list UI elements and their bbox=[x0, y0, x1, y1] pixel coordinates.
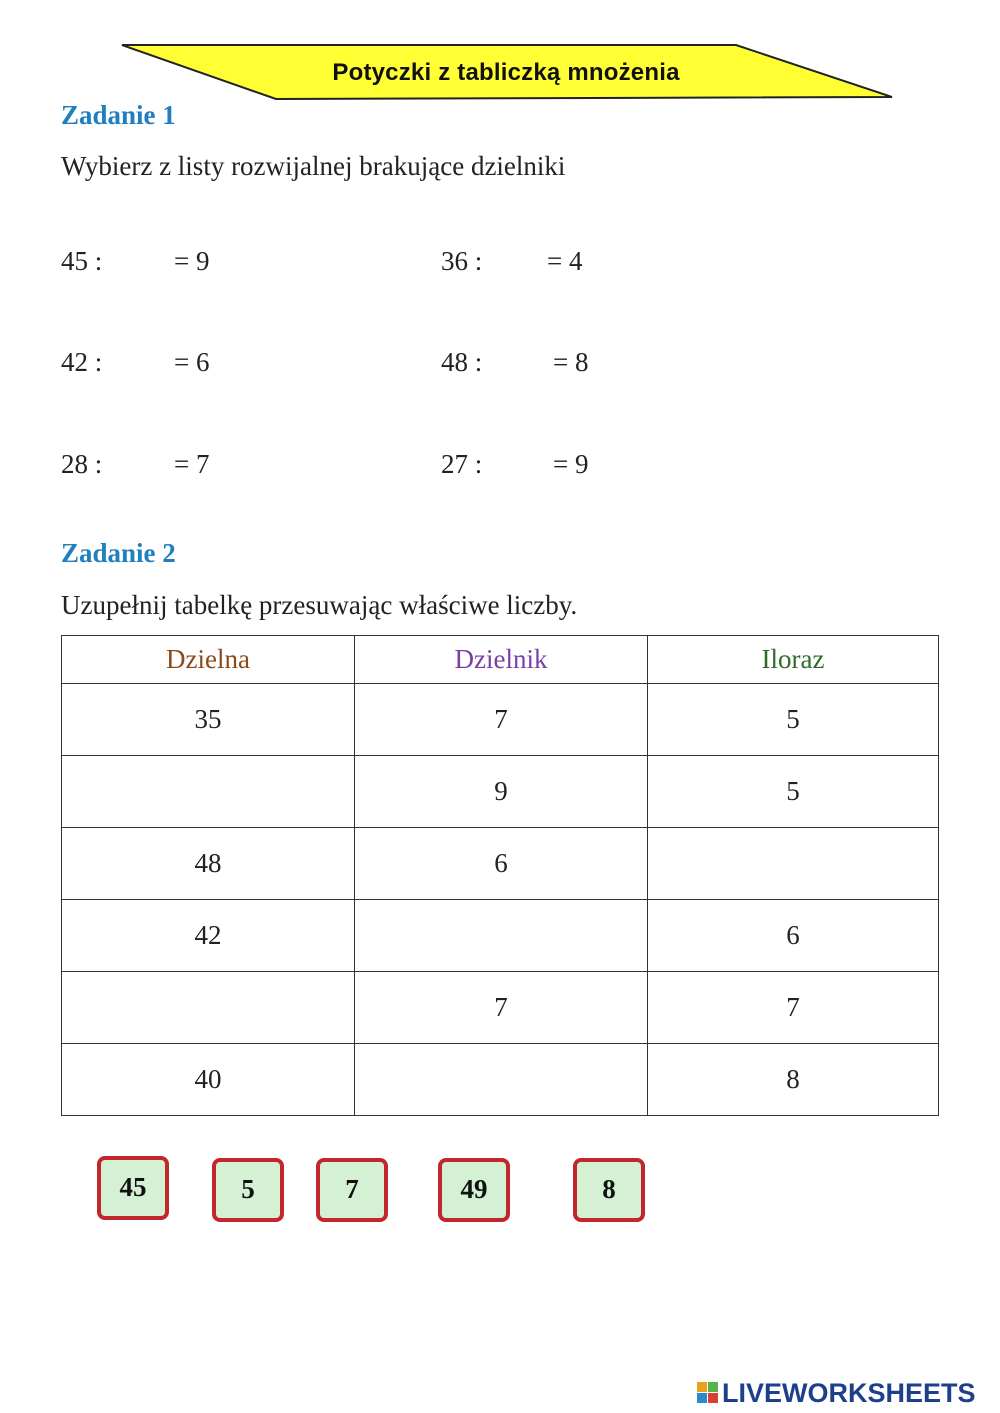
drop-zone-cell[interactable] bbox=[62, 756, 355, 828]
drop-zone-cell[interactable] bbox=[355, 1044, 648, 1116]
task2-instruction: Uzupełnij tabelkę przesuwając właściwe liczby. bbox=[61, 590, 578, 620]
draggable-number-tile[interactable]: 49 bbox=[438, 1158, 510, 1222]
table-cell: 6 bbox=[648, 900, 939, 972]
equation-dividend: 42 : bbox=[61, 347, 103, 377]
equation-result: = 8 bbox=[553, 347, 589, 377]
table-cell: 48 bbox=[62, 828, 355, 900]
table-cell: 7 bbox=[355, 972, 648, 1044]
table-header-row bbox=[62, 636, 939, 684]
table-row bbox=[62, 972, 939, 1044]
task1-instruction: Wybierz z listy rozwijalnej brakujące dzielniki bbox=[61, 151, 566, 181]
table-cell: 7 bbox=[648, 972, 939, 1044]
equation-4 bbox=[441, 347, 589, 378]
drop-zone-cell[interactable] bbox=[648, 828, 939, 900]
table-row bbox=[62, 756, 939, 828]
table-cell: 6 bbox=[355, 828, 648, 900]
drop-zone-cell[interactable] bbox=[62, 972, 355, 1044]
equation-dividend: 27 : bbox=[441, 449, 483, 479]
table-cell: 40 bbox=[62, 1044, 355, 1116]
column-header-dzielnik: Dzielnik bbox=[355, 636, 648, 684]
liveworksheets-logo-icon bbox=[697, 1382, 719, 1404]
column-header-iloraz: Iloraz bbox=[648, 636, 939, 684]
table-cell: 5 bbox=[648, 756, 939, 828]
draggable-number-tile[interactable]: 5 bbox=[212, 1158, 284, 1222]
task2-heading: Zadanie 2 bbox=[61, 538, 176, 568]
division-table bbox=[61, 635, 939, 1116]
equation-dividend: 28 : bbox=[61, 449, 103, 479]
equation-dividend: 36 : bbox=[441, 246, 483, 276]
equation-dividend: 45 : bbox=[61, 246, 103, 276]
title-banner bbox=[118, 42, 894, 102]
equation-1 bbox=[61, 246, 210, 277]
table-row bbox=[62, 828, 939, 900]
table-cell: 42 bbox=[62, 900, 355, 972]
table-cell: 35 bbox=[62, 684, 355, 756]
equation-5 bbox=[61, 449, 210, 480]
equation-6 bbox=[441, 449, 589, 480]
page-title: Potyczki z tabliczką mnożenia bbox=[332, 59, 680, 86]
table-cell: 5 bbox=[648, 684, 939, 756]
equation-result: = 6 bbox=[174, 347, 210, 377]
table-row bbox=[62, 684, 939, 756]
table-cell: 8 bbox=[648, 1044, 939, 1116]
task1-heading: Zadanie 1 bbox=[61, 100, 176, 130]
equation-result: = 7 bbox=[174, 449, 210, 479]
draggable-number-tile[interactable]: 8 bbox=[573, 1158, 645, 1222]
equation-result: = 4 bbox=[547, 246, 583, 276]
draggable-number-tile[interactable]: 45 bbox=[97, 1156, 169, 1220]
liveworksheets-logo bbox=[697, 1378, 976, 1408]
logo-text: LIVEWORKSHEETS bbox=[722, 1377, 976, 1408]
equation-dividend: 48 : bbox=[441, 347, 483, 377]
equation-result: = 9 bbox=[553, 449, 589, 479]
table-cell: 7 bbox=[355, 684, 648, 756]
equation-result: = 9 bbox=[174, 246, 210, 276]
drop-zone-cell[interactable] bbox=[355, 900, 648, 972]
equation-3 bbox=[61, 347, 210, 378]
table-row bbox=[62, 1044, 939, 1116]
draggable-number-tile[interactable]: 7 bbox=[316, 1158, 388, 1222]
table-row bbox=[62, 900, 939, 972]
table-cell: 9 bbox=[355, 756, 648, 828]
column-header-dzielna: Dzielna bbox=[62, 636, 355, 684]
equation-2 bbox=[441, 246, 583, 277]
